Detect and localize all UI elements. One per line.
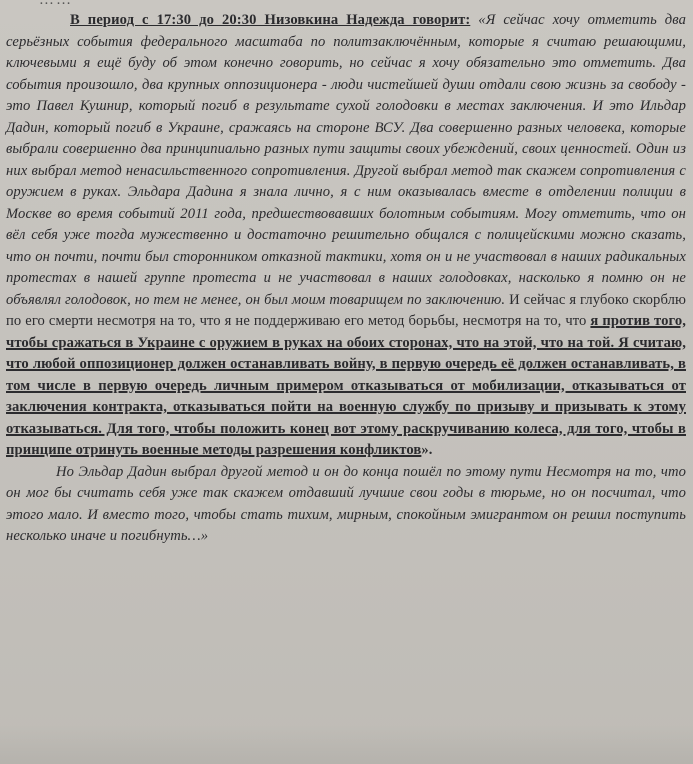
speaker-lead-in: В период с 17:30 до 20:30 Низовкина Надежда говорит: — [70, 12, 471, 28]
cut-off-line — [40, 0, 640, 4]
quote-italic-part: «Я сейчас хочу отметить два серьёзных события федерального масштаба по политзаключённым, которые я считаю решающими, ключевыми я ещё буду об этом конечно говорить, но сейчас я хочу обязательно это отметить. Два события произошло, два крупных оппозиционера - люди чистейшей души отдали свою жизнь за свободу - это Павел Кушнир, который погиб в результате сухой голодовки в местах заключения. И это Ильдар Дадин, который погиб в Украине, сражаясь на стороне ВСУ. Два совершенно разных человека, которые выбрали совершенно два принципиально разных пути защиты своих убеждений, своих ценностей. Один из них выбрал метод ненасильственного сопротивления. Другой выбрал метод так скажем сопротивления с оружием в руках. Эльдара Дадина я знала лично, я с ним оказывалась вместе в отделении полиции в Москве во время событий 2011 года, предшествовавших болотным событиям. Могу отметить, что он вёл себя уже тогда мужественно и достаточно решительно общался с полицейскими можно сказать, что он почти, почти был сторонником отказной тактики, хотя он и не участвовал в наших радикальных протестах в нашей группе протеста и не участвовал в наших голодовках, насколько я помню он не объявлял голодовок, но тем не менее, он был моим товарищем по заключению. — [6, 12, 687, 308]
quote-plain-part: И сейчас я глубоко скорблю по его смерти несмотря на то, что я не поддерживаю его метод борьбы, несмотря на то, что — [6, 291, 686, 329]
document-body — [6, 10, 686, 548]
paragraph-1 — [6, 10, 686, 462]
paper-shadow — [0, 724, 693, 764]
quote-underlined-part: я против того, чтобы сражаться в Украине с оружием в руках на обоих сторонах, что на этой, что на той. Я считаю, что любой оппозиционер должен останавливать войну, в первую очередь её должен останавливать, в том числе в первую очередь личным примером отказываться от мобилизации, отказываться от заключения контракта, отказываться пойти на военную службу по призыву и призывать к этому отказываться. Для того, чтобы положить конец вот этому раскручиванию колеса, для того, чтобы в принципе отринуть военные методы разрешения конфликтов — [6, 313, 686, 458]
paragraph-2: Но Эльдар Дадин выбрал другой метод и он до конца пошёл по этому пути Несмотря на то, что он мог бы считать себя уже так скажем отдавший лучшие свои годы в тюрьме, но он посчитал, что этого мало. И вместо того, чтобы стать тихим, мирным, спокойным эмигрантом он решил поступить несколько иначе и погибнуть…» — [6, 463, 686, 544]
quote-closing-mark: ». — [421, 442, 433, 458]
